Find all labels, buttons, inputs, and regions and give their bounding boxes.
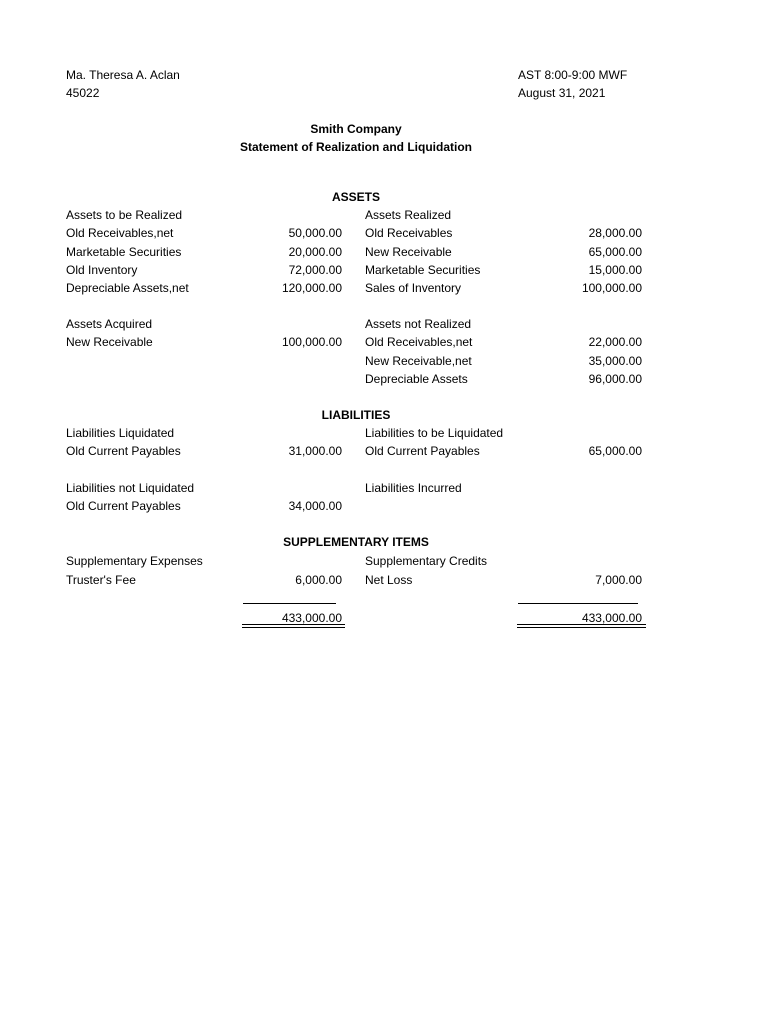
row-amount: 100,000.00 — [281, 335, 342, 349]
row-label: Net Loss — [365, 573, 413, 587]
company-name: Smith Company — [310, 122, 402, 136]
row-label: Old Current Payables — [365, 444, 480, 458]
row-label: Marketable Securities — [365, 263, 481, 277]
row-label: New Receivable — [365, 245, 452, 259]
row-label: Depreciable Assets,net — [66, 281, 189, 295]
class-schedule: AST 8:00-9:00 MWF — [518, 68, 628, 82]
row-amount: 15,000.00 — [588, 263, 642, 277]
total-underline-left — [242, 624, 345, 625]
row-amount: 72,000.00 — [288, 263, 342, 277]
heading-assets-to-be-realized: Assets to be Realized — [66, 208, 183, 222]
row-label: Truster's Fee — [66, 573, 136, 587]
section-supplementary-items: SUPPLEMENTARY ITEMS — [283, 535, 429, 549]
section-liabilities: LIABILITIES — [321, 408, 391, 422]
row-amount: 20,000.00 — [288, 245, 342, 259]
student-id: 45022 — [66, 86, 100, 100]
heading-supplementary-expenses: Supplementary Expenses — [66, 554, 203, 568]
row-label: Old Current Payables — [66, 499, 181, 513]
row-label: New Receivable,net — [365, 354, 472, 368]
row-amount: 6,000.00 — [295, 573, 342, 587]
row-amount: 7,000.00 — [595, 573, 642, 587]
heading-liabilities-to-be-liquidated: Liabilities to be Liquidated — [365, 426, 504, 440]
total-double-underline-right — [517, 627, 646, 628]
row-label: Sales of Inventory — [365, 281, 462, 295]
row-amount: 50,000.00 — [288, 226, 342, 240]
total-double-underline-left — [242, 627, 345, 628]
statement-title: Statement of Realization and Liquidation — [239, 140, 472, 154]
row-amount: 28,000.00 — [588, 226, 642, 240]
row-amount: 65,000.00 — [588, 444, 642, 458]
row-label: Old Receivables,net — [365, 335, 473, 349]
total-left: 433,000.00 — [281, 611, 342, 625]
row-amount: 96,000.00 — [588, 372, 642, 386]
heading-liabilities-not-liquidated: Liabilities not Liquidated — [66, 481, 195, 495]
row-label: Old Receivables — [365, 226, 453, 240]
row-amount: 31,000.00 — [288, 444, 342, 458]
row-amount: 22,000.00 — [588, 335, 642, 349]
heading-assets-not-realized: Assets not Realized — [365, 317, 472, 331]
student-name: Ma. Theresa A. Aclan — [66, 68, 180, 82]
total-right: 433,000.00 — [581, 611, 642, 625]
heading-assets-acquired: Assets Acquired — [66, 317, 153, 331]
total-underline-right — [517, 624, 646, 625]
row-label: Depreciable Assets — [365, 372, 468, 386]
row-amount: 35,000.00 — [588, 354, 642, 368]
document-date: August 31, 2021 — [518, 86, 606, 100]
row-label: New Receivable — [66, 335, 153, 349]
heading-liabilities-incurred: Liabilities Incurred — [365, 481, 462, 495]
row-label: Marketable Securities — [66, 245, 182, 259]
row-label: Old Receivables,net — [66, 226, 174, 240]
row-label: Old Current Payables — [66, 444, 181, 458]
row-amount: 120,000.00 — [281, 281, 342, 295]
heading-liabilities-liquidated: Liabilities Liquidated — [66, 426, 175, 440]
section-assets: ASSETS — [331, 190, 380, 204]
subtotal-line-right — [518, 603, 638, 604]
row-label: Old Inventory — [66, 263, 138, 277]
row-amount: 34,000.00 — [288, 499, 342, 513]
heading-supplementary-credits: Supplementary Credits — [365, 554, 488, 568]
row-amount: 100,000.00 — [581, 281, 642, 295]
row-amount: 65,000.00 — [588, 245, 642, 259]
heading-assets-realized: Assets Realized — [365, 208, 452, 222]
subtotal-line-left — [243, 603, 336, 604]
